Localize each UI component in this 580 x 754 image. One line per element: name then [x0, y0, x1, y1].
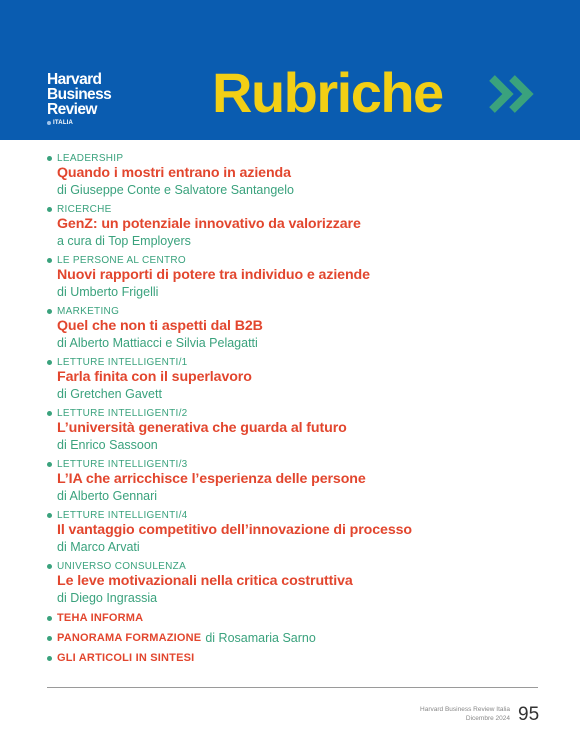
category-label [47, 152, 547, 165]
bullet-icon [47, 513, 52, 518]
page-title: Rubriche [212, 61, 443, 124]
article-author: di Diego Ingrassia [57, 591, 158, 605]
bullet-icon [47, 656, 52, 661]
bullet-icon [47, 616, 52, 621]
list-item[interactable] [47, 203, 547, 249]
article-headline[interactable]: Farla finita con il superlavoro [57, 369, 252, 385]
article-headline[interactable]: L’IA che arricchisce l’esperienza delle persone [57, 471, 366, 487]
article-headline[interactable]: Le leve motivazionali nella critica costruttiva [57, 573, 353, 589]
list-item[interactable] [47, 560, 547, 606]
bullet-icon [47, 207, 52, 212]
category-text: MARKETING [57, 306, 120, 317]
list-item[interactable] [47, 152, 547, 198]
category-label [47, 407, 547, 420]
article-author: a cura di Top Employers [57, 234, 191, 248]
article-author: di Umberto Frigelli [57, 285, 159, 299]
article-headline[interactable]: Nuovi rapporti di potere tra individuo e aziende [57, 267, 370, 283]
footer-date: Dicembre 2024 [465, 715, 510, 722]
page-number: 95 [518, 704, 540, 725]
section-label[interactable]: TEHA INFORMA [57, 612, 144, 624]
simple-items-container [47, 611, 547, 666]
simple-list-item[interactable] [47, 611, 547, 626]
logo-sub [47, 119, 111, 127]
list-item[interactable] [47, 509, 547, 555]
category-text: LE PERSONE AL CENTRO [57, 255, 186, 266]
bullet-icon [47, 156, 52, 161]
category-text: LEADERSHIP [57, 153, 124, 164]
article-author: di Marco Arvati [57, 540, 140, 554]
logo-sub-text: ITALIA [53, 120, 74, 126]
bullet-icon [47, 636, 52, 641]
category-label [47, 356, 547, 369]
hbr-logo [47, 72, 111, 127]
bullet-icon [47, 309, 52, 314]
article-headline[interactable]: Quel che non ti aspetti dal B2B [57, 318, 263, 334]
article-headline[interactable]: Quando i mostri entrano in azienda [57, 165, 291, 181]
article-headline[interactable]: Il vantaggio competitivo dell’innovazione di processo [57, 522, 412, 538]
bullet-icon [47, 564, 52, 569]
list-item[interactable] [47, 458, 547, 504]
category-text: LETTURE INTELLIGENTI/4 [57, 510, 188, 521]
items-container [47, 152, 547, 606]
article-headline[interactable]: L’università generativa che guarda al futuro [57, 420, 347, 436]
category-label [47, 305, 547, 318]
header-banner [0, 0, 580, 140]
article-author: di Alberto Gennari [57, 489, 158, 503]
article-author: di Alberto Mattiacci e Silvia Pelagatti [57, 336, 258, 350]
contents-list [47, 152, 547, 671]
list-item[interactable] [47, 254, 547, 300]
article-author: di Enrico Sassoon [57, 438, 158, 452]
list-item[interactable] [47, 356, 547, 402]
simple-list-item[interactable] [47, 651, 547, 666]
category-text: RICERCHE [57, 204, 112, 215]
category-label [47, 203, 547, 216]
logo-dot-icon [47, 121, 51, 125]
bullet-icon [47, 258, 52, 263]
category-text: LETTURE INTELLIGENTI/1 [57, 357, 188, 368]
bullet-icon [47, 360, 52, 365]
footer-publication: Harvard Business Review Italia [420, 706, 510, 713]
bullet-icon [47, 462, 52, 467]
footer-divider [47, 687, 538, 688]
footer-credit [420, 705, 510, 723]
category-label [47, 509, 547, 522]
list-item[interactable] [47, 407, 547, 453]
bullet-icon [47, 411, 52, 416]
article-author: di Giuseppe Conte e Salvatore Santangelo [57, 183, 294, 197]
logo-line-2: Business [47, 86, 112, 103]
category-label [47, 458, 547, 471]
section-author: di Rosamaria Sarno [205, 631, 316, 645]
list-item[interactable] [47, 305, 547, 351]
section-label[interactable]: PANORAMA FORMAZIONE [57, 632, 202, 644]
category-text: UNIVERSO CONSULENZA [57, 561, 187, 572]
logo-line-3: Review [47, 101, 97, 118]
section-label[interactable]: GLI ARTICOLI IN SINTESI [57, 652, 195, 664]
article-author: di Gretchen Gavett [57, 387, 162, 401]
category-text: LETTURE INTELLIGENTI/2 [57, 408, 188, 419]
category-text: LETTURE INTELLIGENTI/3 [57, 459, 188, 470]
logo-line-1: Harvard [47, 71, 102, 88]
category-label [47, 560, 547, 573]
article-headline[interactable]: GenZ: un potenziale innovativo da valorizzare [57, 216, 361, 232]
simple-list-item[interactable] [47, 631, 547, 646]
double-chevron-right-icon [488, 72, 538, 116]
category-label [47, 254, 547, 267]
